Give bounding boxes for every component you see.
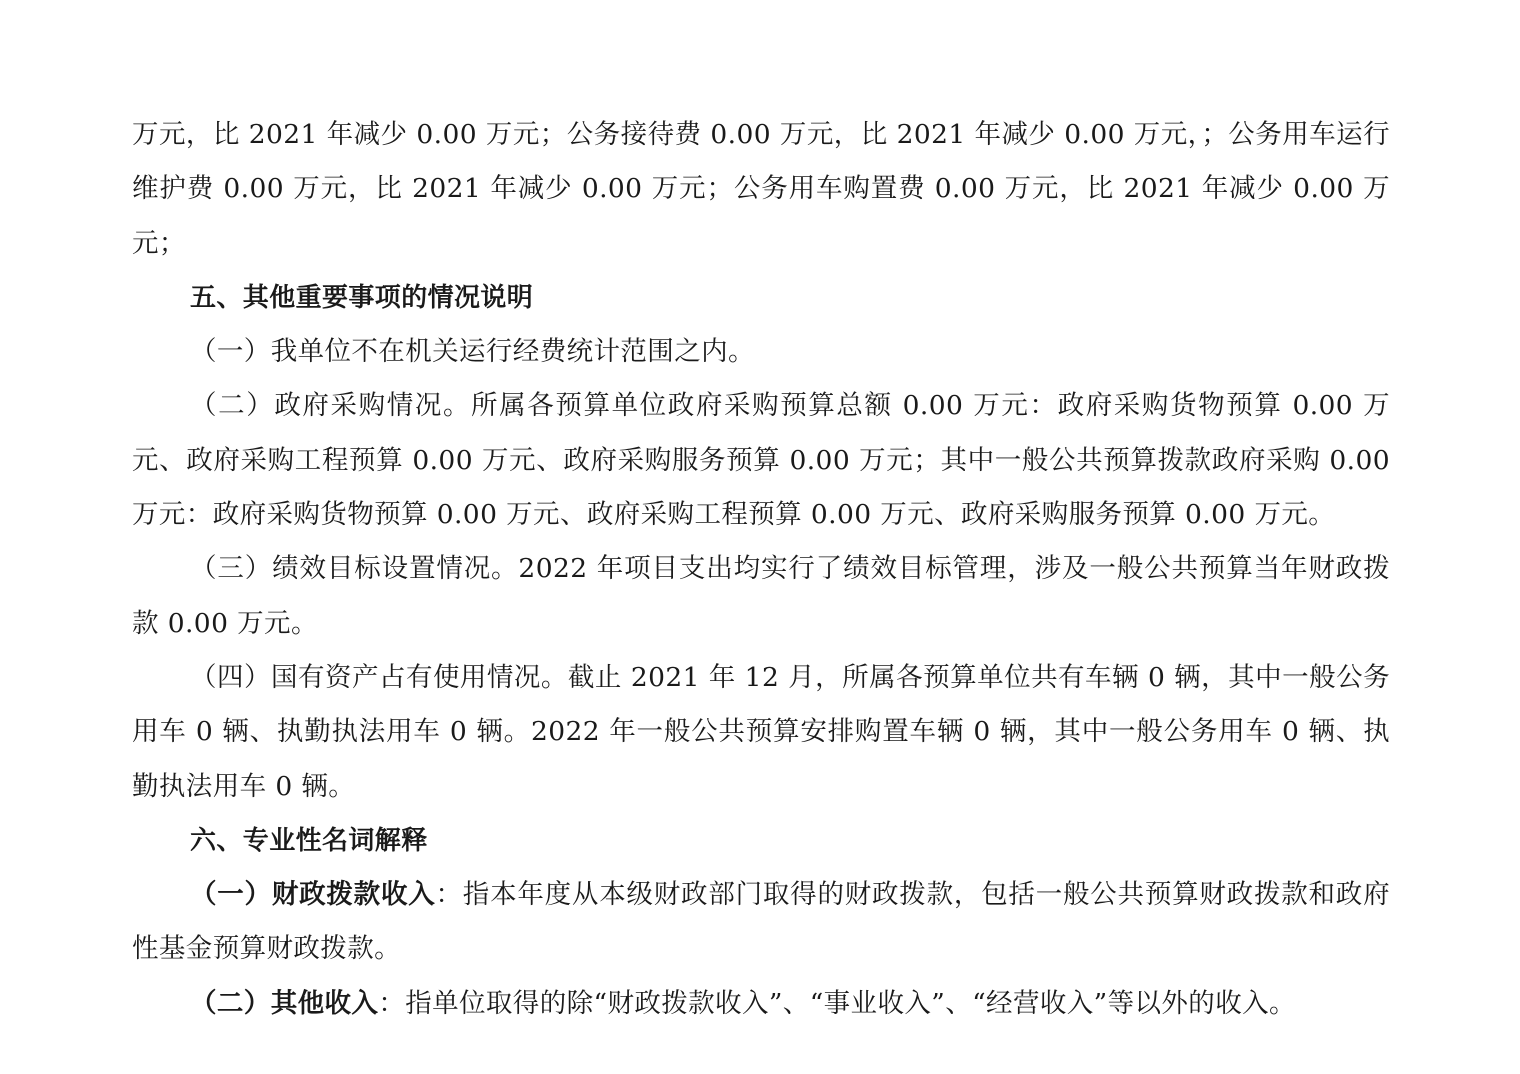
term-definition-fiscal-appropriation: ：指本年度从本级财政部门取得的财政拨款，包括一般公共预算财政拨款和政府性基金预算财政拨款。 — [132, 879, 1390, 965]
document-page — [132, 108, 1390, 1031]
section-heading-other-matters: 五、其他重要事项的情况说明 — [190, 282, 534, 313]
paragraph-continuation: 万元，比 2021 年减少 0.00 万元；公务接待费 0.00 万元，比 2021 年减少 0.00 万元，；公务用车运行维护费 0.00 万元，比 2021 年减少 0.00 万元；公务用车购置费 0.00 万元，比 2021 年减少 0.00 万元； — [132, 119, 1390, 259]
paragraph-state-assets: （四）国有资产占有使用情况。截止 2021 年 12 月，所属各预算单位共有车辆 0 辆，其中一般公务用车 0 辆、执勤执法用车 0 辆。2022 年一般公共预算安排购置车辆 0 辆，其中一般公务用车 0 辆、执勤执法用车 0 辆。 — [132, 661, 1390, 802]
term-definition-other-income: ：指单位取得的除“财政拨款收入”、“事业收入”、“经营收入”等以外的收入。 — [378, 987, 1296, 1019]
term-label-fiscal-appropriation: （一）财政拨款收入 — [190, 879, 436, 911]
paragraph-term-fiscal-appropriation — [132, 868, 1390, 977]
paragraph-government-procurement: （二）政府采购情况。所属各预算单位政府采购预算总额 0.00 万元：政府采购货物预算 0.00 万元、政府采购工程预算 0.00 万元、政府采购服务预算 0.00 万元；其中一般公共预算拨款政府采购 0.00 万元：政府采购货物预算 0.00 万元、政府采购工程预算 0.00 万元、政府采购服务预算 0.00 万元。 — [132, 390, 1390, 531]
paragraph-performance-targets: （三）绩效目标设置情况。2022 年项目支出均实行了绩效目标管理，涉及一般公共预算当年财政拨款 0.00 万元。 — [132, 553, 1390, 639]
paragraph-office-expenses: （一）我单位不在机关运行经费统计范围之内。 — [190, 336, 755, 368]
term-label-other-income: （二）其他收入 — [190, 987, 379, 1019]
paragraph-term-other-income — [132, 977, 1390, 1031]
section-heading-terminology: 六、专业性名词解释 — [190, 825, 428, 856]
